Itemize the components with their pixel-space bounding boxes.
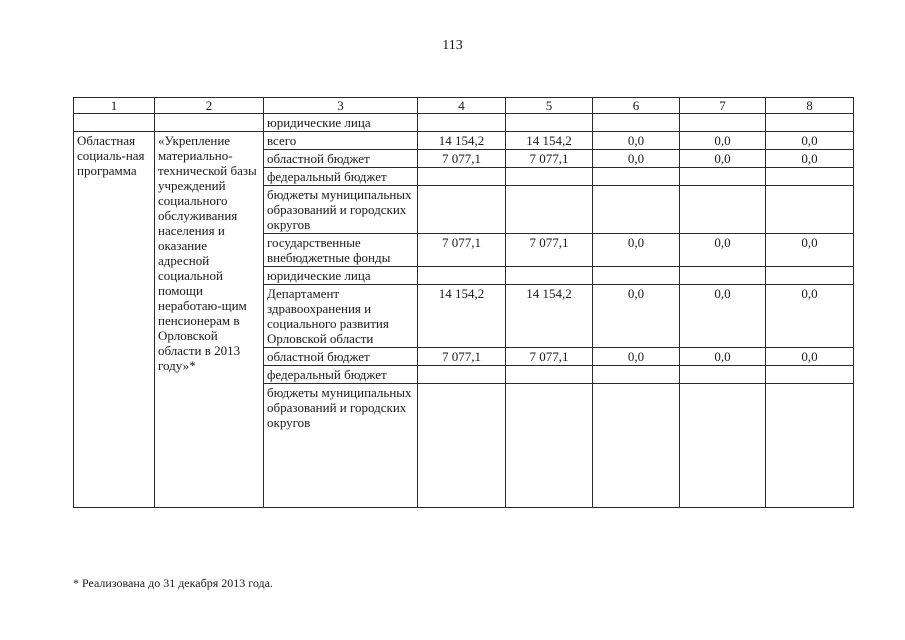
funding-source-cell: всего [264,132,418,150]
value-cell: 14 154,2 [506,132,593,150]
value-cell [418,186,506,234]
funding-source-cell: областной бюджет [264,150,418,168]
value-cell: 0,0 [766,348,854,366]
funding-source-cell: юридические лица [264,267,418,285]
header-cell: 2 [155,98,264,114]
value-cell: 7 077,1 [418,234,506,267]
value-cell: 7 077,1 [506,348,593,366]
value-cell [680,267,766,285]
value-cell: 0,0 [680,234,766,267]
header-cell: 6 [593,98,680,114]
value-cell: 0,0 [593,285,680,348]
value-cell [680,384,766,508]
value-cell [506,168,593,186]
value-cell: 0,0 [680,132,766,150]
value-cell [680,366,766,384]
value-cell [506,384,593,508]
value-cell [766,186,854,234]
value-cell: 7 077,1 [418,150,506,168]
value-cell [766,366,854,384]
footnote: * Реализована до 31 декабря 2013 года. [73,576,273,590]
funding-source-cell: федеральный бюджет [264,366,418,384]
value-cell [418,168,506,186]
value-cell [418,366,506,384]
funding-source-cell: Департамент здравоохранения и социального развития Орловской области [264,285,418,348]
value-cell [593,366,680,384]
value-cell [593,186,680,234]
page-number: 113 [442,38,463,53]
table-row [74,114,854,132]
header-cell: 1 [74,98,155,114]
value-cell: 0,0 [766,132,854,150]
value-cell: 0,0 [680,150,766,168]
value-cell [593,168,680,186]
value-cell: 0,0 [593,132,680,150]
value-cell [593,384,680,508]
value-cell [766,267,854,285]
budget-table [73,97,854,508]
program-name-cell: «Укрепление материально-технической базы учреждений социального обслуживания населения и оказание адресной социальной помощи неработаю-щим пенсионерам в Орловской области в 2013 году»* [155,132,264,508]
value-cell [506,366,593,384]
header-cell: 8 [766,98,854,114]
value-cell: 14 154,2 [418,132,506,150]
value-cell: 0,0 [766,234,854,267]
value-cell: 7 077,1 [506,150,593,168]
value-cell [418,267,506,285]
value-cell: 0,0 [766,285,854,348]
value-cell [506,186,593,234]
value-cell [593,267,680,285]
program-type-cell: Областная социаль-ная программа [74,132,155,508]
header-row [74,98,854,114]
value-cell: 7 077,1 [418,348,506,366]
value-cell [418,384,506,508]
header-cell: 3 [264,98,418,114]
funding-source-cell: государственные внебюджетные фонды [264,234,418,267]
value-cell: 0,0 [593,150,680,168]
value-cell: 0,0 [680,285,766,348]
value-cell [680,186,766,234]
header-cell: 4 [418,98,506,114]
value-cell: 14 154,2 [418,285,506,348]
header-cell: 7 [680,98,766,114]
funding-source-cell: бюджеты муниципальных образований и городских округов [264,186,418,234]
value-cell: 14 154,2 [506,285,593,348]
table-row [74,132,854,150]
value-cell: 0,0 [766,150,854,168]
value-cell [766,168,854,186]
value-cell [766,384,854,508]
funding-source-cell: областной бюджет [264,348,418,366]
value-cell: 0,0 [593,234,680,267]
value-cell: 7 077,1 [506,234,593,267]
value-cell: 0,0 [680,348,766,366]
value-cell: 0,0 [593,348,680,366]
funding-source-cell: федеральный бюджет [264,168,418,186]
header-cell: 5 [506,98,593,114]
funding-source-cell: бюджеты муниципальных образований и городских округов [264,384,418,508]
value-cell [506,267,593,285]
funding-source-cell: юридические лица [264,114,418,132]
value-cell [680,168,766,186]
